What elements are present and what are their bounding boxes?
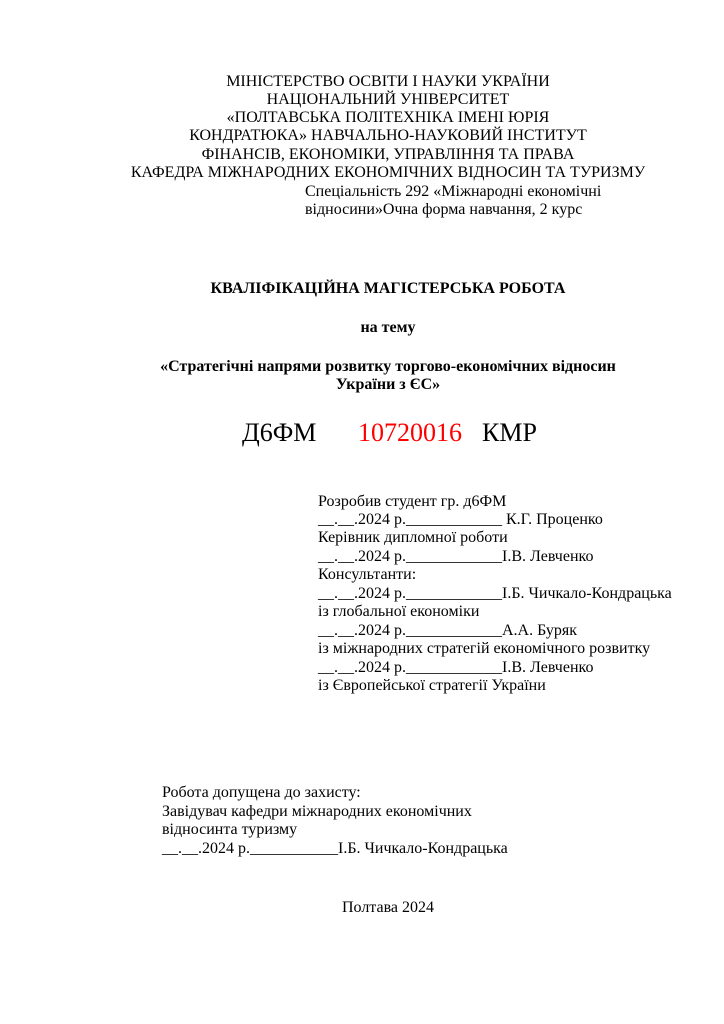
header-line: МІНІСТЕРСТВО ОСВІТИ І НАУКИ УКРАЇНИ xyxy=(226,73,550,90)
header-line: ФІНАНСІВ, ЕКОНОМІКИ, УПРАВЛІННЯ ТА ПРАВА xyxy=(201,146,575,163)
specialty-line: Спеціальність 292 «Міжнародні економічні xyxy=(305,183,602,200)
signature-line: із міжнародних стратегій економічного розвитку xyxy=(318,640,651,657)
on-topic-label: на тему xyxy=(360,319,416,336)
signature-line: __.__.2024 р.____________ К.Г. Проценко xyxy=(318,511,603,528)
code-prefix: Д6ФМ xyxy=(242,418,317,447)
header-line: «ПОЛТАВСЬКА ПОЛІТЕХНІКА ІМЕНІ ЮРІЯ xyxy=(226,109,550,126)
signature-line: __.__.2024 р.____________А.А. Буряк xyxy=(318,622,578,639)
signature-line: Розробив студент гр. д6ФМ xyxy=(318,493,507,510)
signature-line: Консультанти: xyxy=(318,566,417,583)
approval-line: Робота допущена до захисту: xyxy=(162,784,361,801)
topic-line: «Стратегічні напрями розвитку торгово-економічних відносин xyxy=(160,358,616,375)
header-line: НАЦІОНАЛЬНИЙ УНІВЕРСИТЕТ xyxy=(266,91,510,108)
signature-line: __.__.2024 р.____________І.В. Левченко xyxy=(318,548,594,565)
code-number: 10720016 xyxy=(358,418,462,447)
header-line: КОНДРАТЮКА» НАВЧАЛЬНО-НАУКОВИЙ ІНСТИТУТ xyxy=(189,127,587,144)
approval-line: Завідувач кафедри міжнародних економічних xyxy=(162,803,472,820)
signature-line: __.__.2024 р.____________І.В. Левченко xyxy=(318,659,594,676)
topic-line: України з ЄС» xyxy=(335,376,441,393)
code-suffix: КМР xyxy=(482,418,537,447)
approval-line: відносинта туризму xyxy=(162,821,298,838)
signature-line: __.__.2024 р.____________І.Б. Чичкало-Кондрацька xyxy=(318,585,672,602)
approval-line: __.__.2024 р.___________І.Б. Чичкало-Кондрацька xyxy=(162,840,508,857)
work-type-title: КВАЛІФІКАЦІЙНА МАГІСТЕРСЬКА РОБОТА xyxy=(210,280,566,297)
signature-line: із Європейської стратегії України xyxy=(318,677,546,694)
header-line: КАФЕДРА МІЖНАРОДНИХ ЕКОНОМІЧНИХ ВІДНОСИН ТА ТУРИЗМУ xyxy=(130,164,646,181)
city-year: Полтава 2024 xyxy=(341,899,435,916)
signature-line: Керівник дипломної роботи xyxy=(318,529,508,546)
specialty-line: відносини»Очна форма навчання, 2 курс xyxy=(305,201,583,218)
signature-line: із глобальної економіки xyxy=(318,603,480,620)
